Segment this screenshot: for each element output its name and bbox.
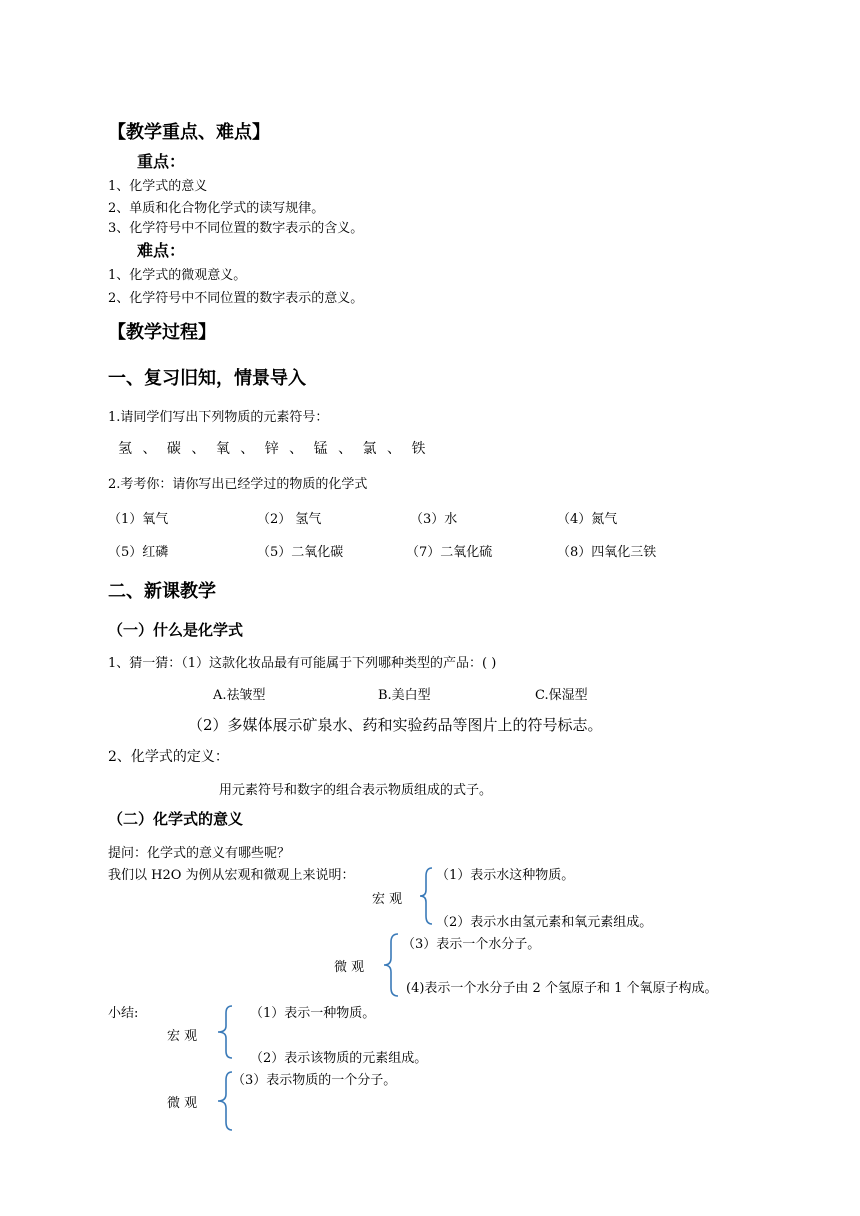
definition-text: 用元素符号和数字的组合表示物质组成的式子。: [219, 783, 493, 798]
substance-item: （4）氮气: [557, 512, 618, 527]
key-points-heading: 【教学重点、难点】: [108, 122, 270, 143]
summary-macro-brace: [214, 1004, 238, 1060]
key-item: 3、化学符号中不同位置的数字表示的含义。: [108, 221, 364, 236]
substance-item: （3）水: [410, 512, 458, 527]
summary-micro-item: （3）表示物质的一个分子。: [232, 1073, 397, 1088]
macro-brace: [418, 866, 436, 926]
summary-micro-label: 微 观: [167, 1096, 198, 1111]
question-2: 2.考考你：请你写出已经学过的物质的化学式: [108, 477, 368, 492]
section1-heading: 一、复习旧知，情景导入: [108, 368, 306, 389]
key-label: 重点：: [137, 152, 186, 171]
summary-label: 小结:: [108, 1006, 139, 1021]
definition-label: 2、化学式的定义：: [108, 749, 229, 765]
process-heading: 【教学过程】: [108, 322, 216, 343]
element: 碳: [166, 441, 181, 457]
option-c: C.保湿型: [535, 688, 588, 703]
element: 锌: [264, 441, 279, 457]
key-item: 1、化学式的意义: [108, 179, 208, 194]
element: 铁: [411, 441, 426, 457]
substance-item: （7）二氧化硫: [406, 545, 493, 560]
element: 氯: [362, 441, 377, 457]
substance-item: （8）四氧化三铁: [557, 545, 657, 560]
h2o-intro: 我们以 H2O 为例从宏观和微观上来说明：: [108, 868, 355, 883]
summary-macro-label: 宏 观: [167, 1029, 198, 1044]
macro-item: （1）表示水这种物质。: [436, 868, 575, 883]
macro-label: 宏 观: [372, 892, 403, 907]
macro-item: （2）表示水由氢元素和氧元素组成。: [436, 915, 653, 930]
element: 氧: [215, 441, 230, 457]
guess-question: 1、猜一猜：（1）这款化妆品最有可能属于下列哪种类型的产品：( ): [108, 656, 497, 671]
part1-heading: （一）什么是化学式: [108, 621, 244, 639]
option-b: B.美白型: [378, 688, 431, 703]
media-text: （2）多媒体展示矿泉水、药和实验药品等图片上的符号标志。: [188, 716, 603, 734]
question-1: 1.请同学们写出下列物质的元素符号：: [108, 410, 329, 425]
difficult-label: 难点：: [137, 241, 186, 260]
section2-heading: 二、新课教学: [108, 581, 216, 602]
part2-heading: （二）化学式的意义: [108, 810, 244, 828]
substance-item: （2） 氢气: [257, 512, 322, 527]
micro-label: 微 观: [334, 960, 365, 975]
element: 氢: [118, 441, 132, 457]
substance-item: （5）红磷: [108, 545, 169, 560]
substance-item: （5）二氧化碳: [257, 545, 344, 560]
micro-brace: [382, 932, 402, 998]
element: 锰: [313, 441, 328, 457]
summary-macro-item: （1）表示一种物质。: [250, 1006, 376, 1021]
meaning-question: 提问：化学式的意义有哪些呢？: [108, 846, 291, 861]
micro-item: （3）表示一个水分子。: [402, 937, 541, 952]
difficult-item: 1、化学式的微观意义。: [108, 268, 247, 283]
micro-item: (4)表示一个水分子由 2 个氢原子和 1 个氧原子构成。: [406, 981, 718, 996]
summary-macro-item: （2）表示该物质的元素组成。: [250, 1051, 428, 1066]
substance-item: （1）氧气: [108, 512, 169, 527]
difficult-item: 2、化学符号中不同位置的数字表示的意义。: [108, 291, 364, 306]
option-a: A.祛皱型: [213, 688, 266, 703]
element-list: 氢 、 碳 、 氧 、 锌 、 锰 、 氯 、 铁: [118, 441, 426, 457]
key-item: 2、单质和化合物化学式的读写规律。: [108, 201, 325, 216]
